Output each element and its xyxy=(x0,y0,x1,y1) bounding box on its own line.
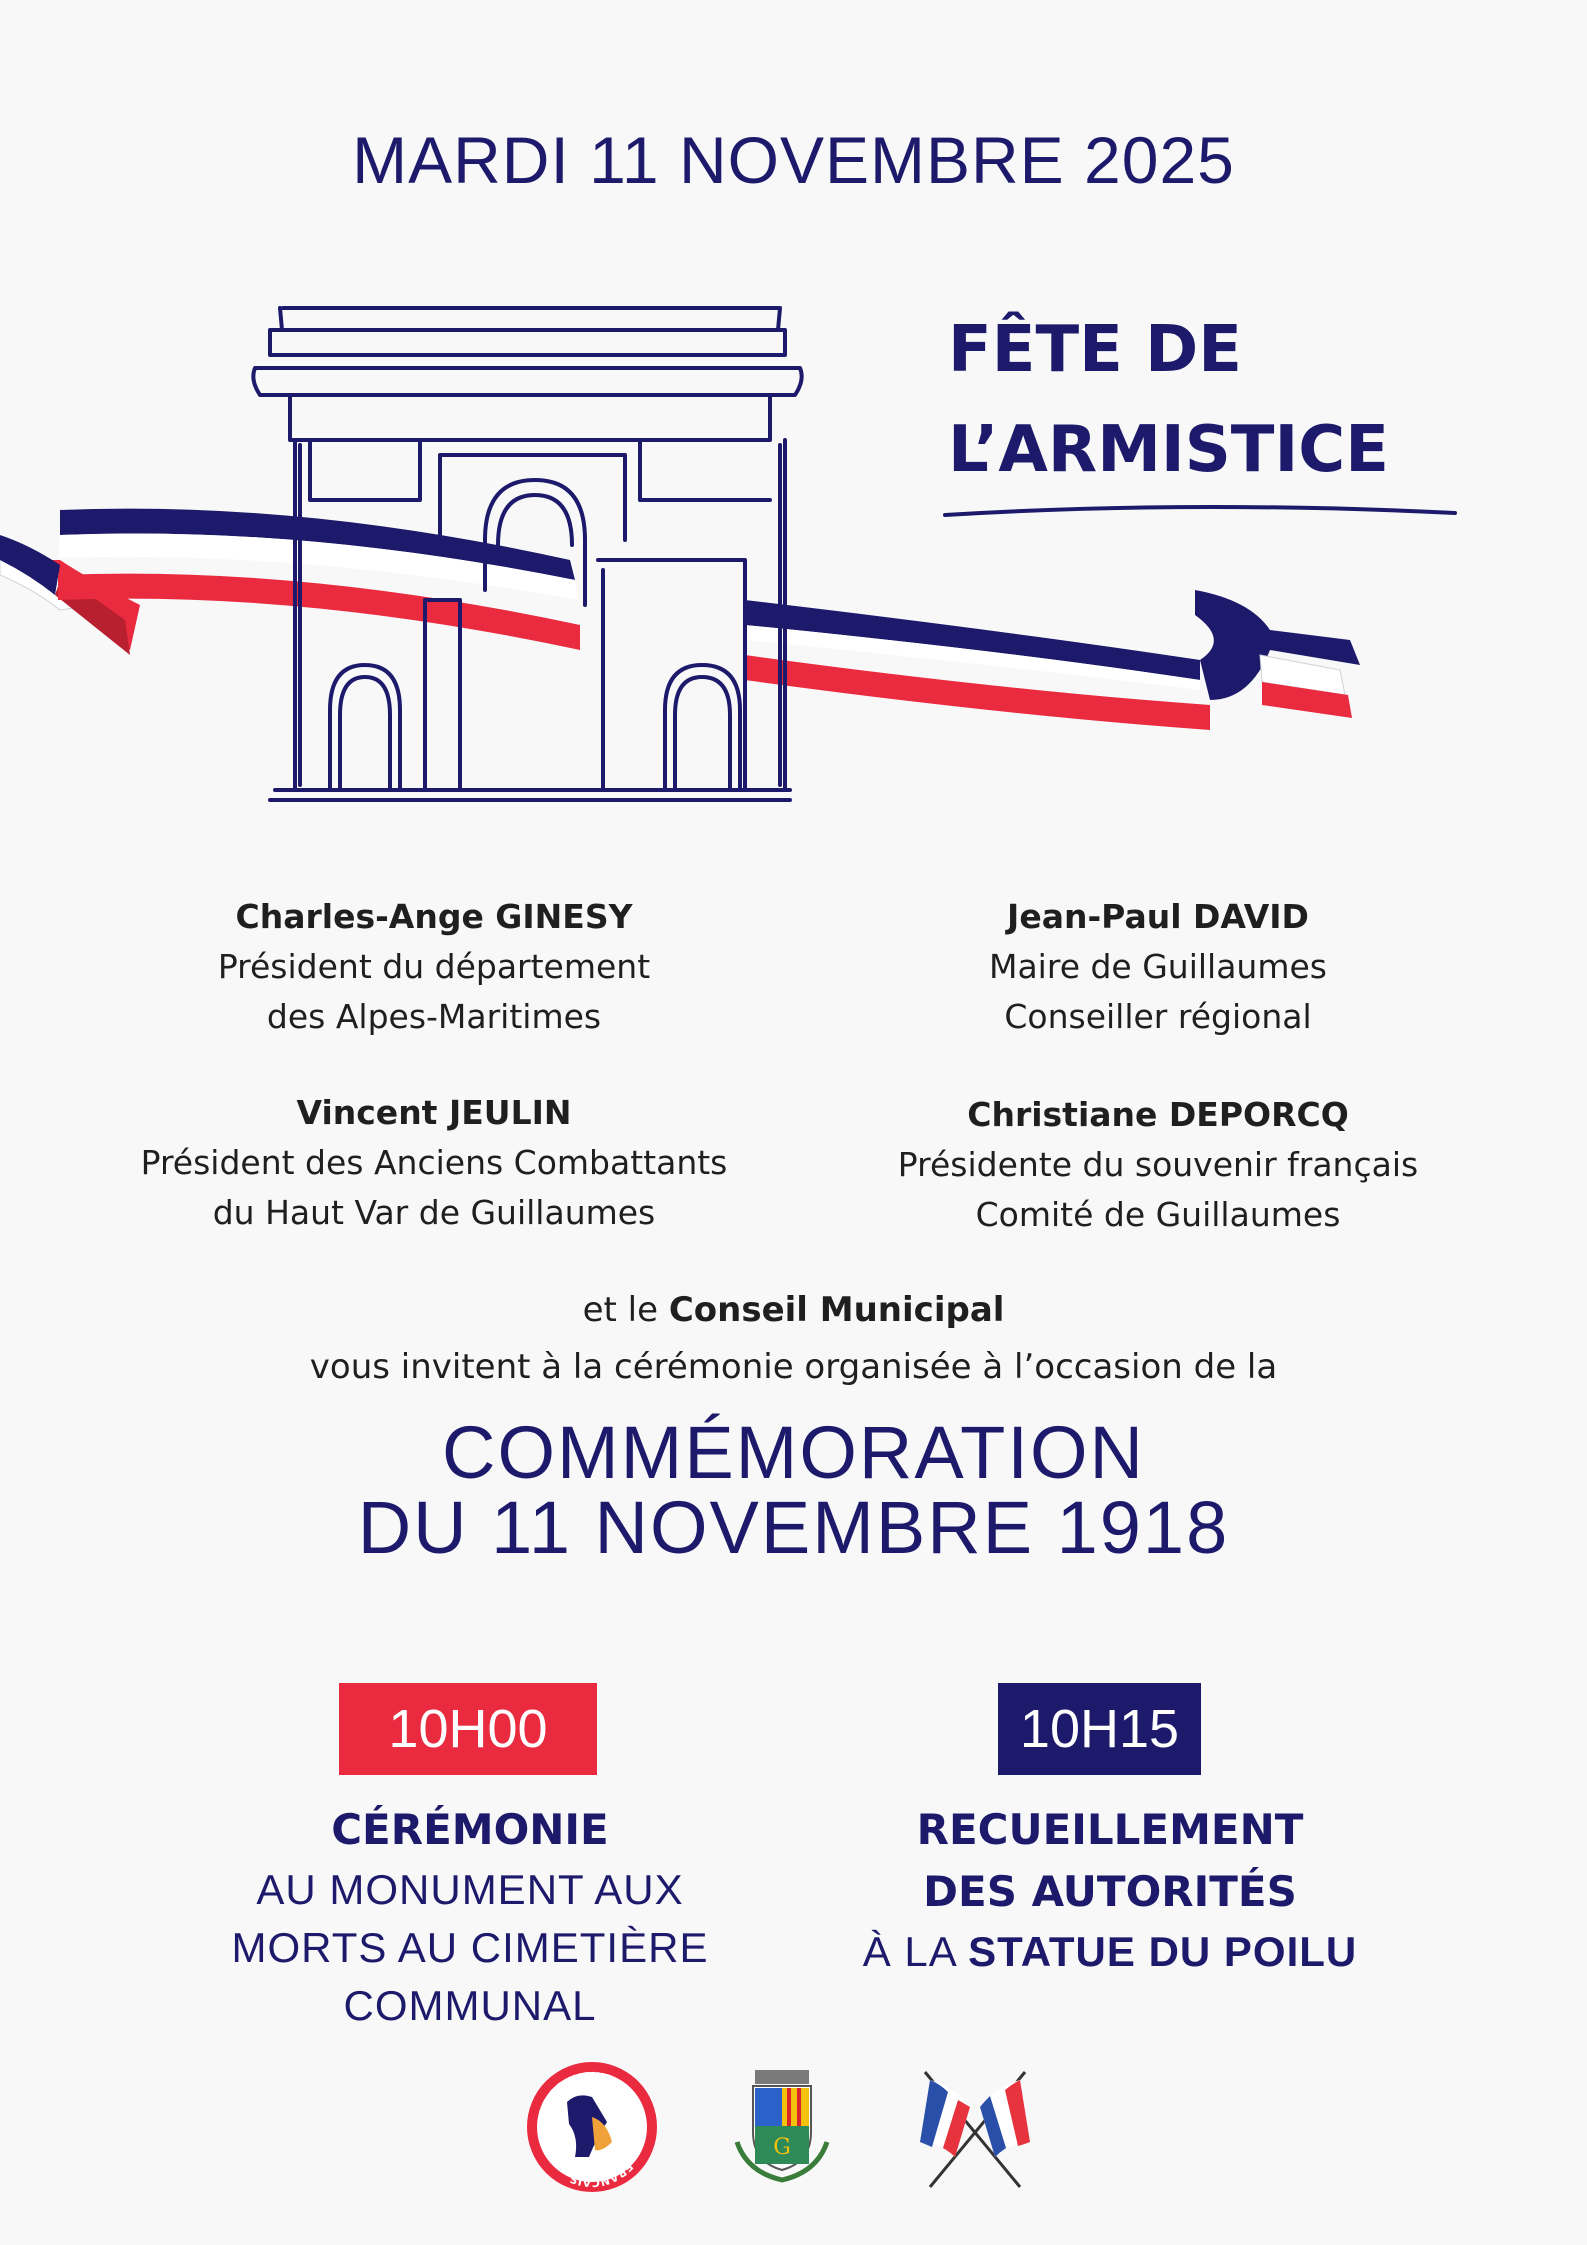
event-title: RECUEILLEMENT xyxy=(916,1805,1304,1854)
host-role: du Haut Var de Guillaumes xyxy=(212,1193,656,1232)
crossed-french-flags-icon xyxy=(910,2062,1040,2192)
host-card xyxy=(84,1088,784,1238)
host-role: Maire de Guillaumes xyxy=(988,947,1327,986)
commemoration-line2: DU 11 NOVEMBRE 1918 xyxy=(357,1486,1230,1569)
event-location-line: MORTS AU CIMETIÈRE xyxy=(231,1924,709,1971)
host-name: Christiane DEPORCQ xyxy=(967,1095,1349,1134)
guillaumes-coat-of-arms-icon xyxy=(717,2062,847,2192)
event-date-heading: MARDI 11 NOVEMBRE 2025 xyxy=(352,123,1235,197)
invitation-line2: vous invitent à la cérémonie organisée à l’occasion de la xyxy=(309,1347,1278,1387)
invitation-line1 xyxy=(0,1282,1587,1339)
fete-title-line2: L’ARMISTICE xyxy=(948,413,1389,487)
host-role: des Alpes-Maritimes xyxy=(266,997,602,1036)
invitation-text xyxy=(0,1282,1587,1396)
tricolor-ribbon-right xyxy=(1195,590,1360,718)
tricolor-ribbon-main xyxy=(58,509,1210,730)
souvenir-francais-logo xyxy=(527,2062,657,2192)
host-role: Président du département xyxy=(217,947,651,986)
event-location-line: COMMUNAL xyxy=(343,1982,597,2029)
host-card xyxy=(808,1090,1508,1240)
council-name: Conseil Municipal xyxy=(668,1290,1005,1330)
logo-text-bottom: FRANÇAIS xyxy=(567,2159,636,2190)
host-role: Président des Anciens Combattants xyxy=(140,1143,728,1182)
host-name: Charles-Ange GINESY xyxy=(235,897,633,936)
event-title: CÉRÉMONIE xyxy=(331,1805,609,1854)
event-title: DES AUTORITÉS xyxy=(923,1867,1297,1916)
event-recueillement xyxy=(790,1799,1430,1981)
host-name: Jean-Paul DAVID xyxy=(1007,897,1309,936)
event-location-line: AU MONUMENT AUX xyxy=(256,1866,684,1913)
title-underline-stroke xyxy=(940,495,1460,525)
host-role: Conseiller régional xyxy=(1004,997,1312,1036)
host-role: Comité de Guillaumes xyxy=(975,1195,1341,1234)
event-location-prefix: À LA xyxy=(862,1928,969,1975)
commemoration-line1: COMMÉMORATION xyxy=(442,1411,1145,1494)
commemoration-heading xyxy=(0,1411,1587,1569)
svg-text:G: G xyxy=(773,2135,791,2160)
fete-title-line1: FÊTE DE xyxy=(948,313,1242,387)
host-card xyxy=(84,892,784,1042)
time-badge-ceremony: 10H00 xyxy=(339,1683,597,1775)
host-card xyxy=(808,892,1508,1042)
event-location-bold: STATUE DU POILU xyxy=(968,1928,1358,1975)
fete-title xyxy=(948,300,1508,500)
event-ceremony xyxy=(170,1799,770,2035)
host-role: Présidente du souvenir français xyxy=(897,1145,1419,1184)
logo-text-top: LE SOUVENIR xyxy=(536,2069,616,2117)
host-name: Vincent JEULIN xyxy=(296,1093,572,1132)
invitation-prefix: et le xyxy=(582,1290,669,1330)
event-location-line xyxy=(790,1923,1430,1981)
time-badge-recueillement: 10H15 xyxy=(998,1683,1201,1775)
